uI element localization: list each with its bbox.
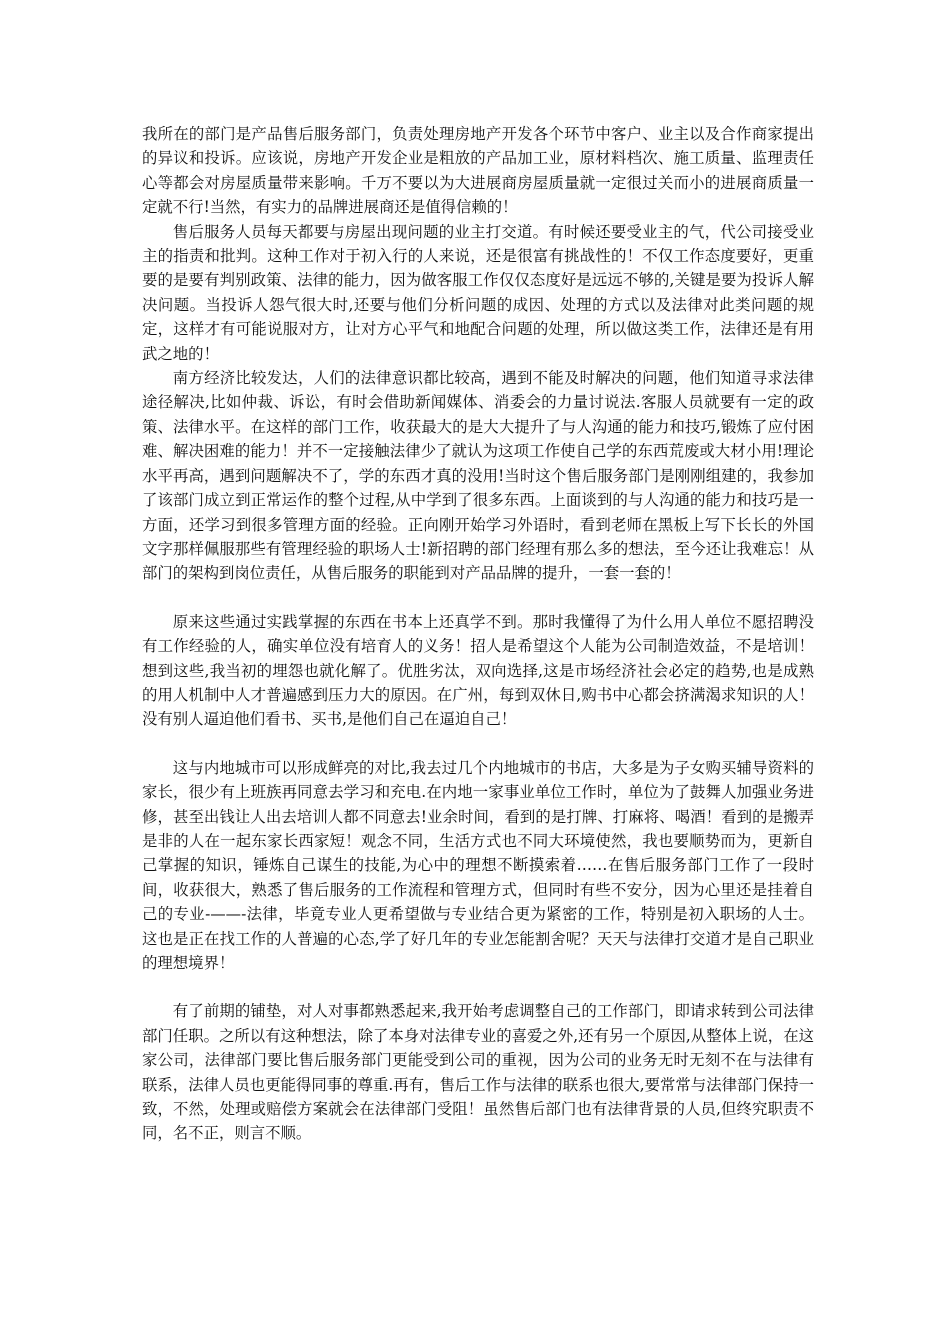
paragraph-4: 原来这些通过实践掌握的东西在书本上还真学不到。那时我懂得了为什么用人单位不愿招聘没有工作经验的人，确实单位没有培育人的义务！招人是希望这个人能为公司制造效益，不是培训！想到这些,我当初的埋怨也就化解了。优胜劣汰，双向选择,这是市场经济社会必定的趋势,也是成熟的用人机制中人才普遍感到压力大的原因。在广州，每到双休日,购书中心都会挤满渴求知识的人！没有别人逼迫他们看书、买书,是他们自己在逼迫自己！ bbox=[142, 612, 814, 729]
paragraph-2: 售后服务人员每天都要与房屋出现问题的业主打交道。有时候还要受业主的气，代公司接受业主的指责和批判。这种工作对于初入行的人来说，还是很富有挑战性的！不仅工作态度要好，更重要的是要有判别政策、法律的能力，因为做客服工作仅仅态度好是远远不够的,关键是要为投诉人解决问题。当投诉人怨气很大时,还要与他们分析问题的成因、处理的方式以及法律对此类问题的规定，这样才有可能说服对方，让对方心平气和地配合问题的处理，所以做这类工作，法律还是有用武之地的！ bbox=[142, 222, 814, 363]
paragraph-6: 有了前期的铺垫，对人对事都熟悉起来,我开始考虑调整自己的工作部门，即请求转到公司法律部门任职。之所以有这种想法，除了本身对法律专业的喜爱之外,还有另一个原因,从整体上说，在这家公司，法律部门要比售后服务部门更能受到公司的重视，因为公司的业务无时无刻不在与法律有联系，法律人员也更能得同事的尊重.再有，售后工作与法律的联系也很大,要常常与法律部门保持一致，不然，处理或赔偿方案就会在法律部门受阻！虽然售后部门也有法律背景的人员,但终究职责不同，名不正，则言不顺。 bbox=[142, 1002, 814, 1143]
paragraph-3: 南方经济比较发达，人们的法律意识都比较高，遇到不能及时解决的问题，他们知道寻求法律途径解决,比如仲裁、诉讼，有时会借助新闻媒体、消委会的力量讨说法.客服人员就要有一定的政策、法律水平。在这样的部门工作，收获最大的是大大提升了与人沟通的能力和技巧,锻炼了应付困难、解决困难的能力！并不一定接触法律少了就认为这项工作使自己学的东西荒废或大材小用!理论水平再高，遇到问题解决不了，学的东西才真的没用!当时这个售后服务部门是刚刚组建的，我参加了该部门成立到正常运作的整个过程,从中学到了很多东西。上面谈到的与人沟通的能力和技巧是一方面，还学习到很多管理方面的经验。正向刚开始学习外语时，看到老师在黑板上写下长长的外国文字那样佩服那些有管理经验的职场人士!新招聘的部门经理有那么多的想法，至今还让我难忘！从部门的架构到岗位责任，从售后服务的职能到对产品品牌的提升，一套一套的！ bbox=[142, 369, 814, 583]
document-body bbox=[142, 122, 814, 1146]
paragraph-5: 这与内地城市可以形成鲜亮的对比,我去过几个内地城市的书店，大多是为子女购买辅导资料的家长，很少有上班族再同意去学习和充电.在内地一家事业单位工作时，单位为了鼓舞人加强业务进修，甚至出钱让人出去培训人都不同意去!业余时间，看到的是打牌、打麻将、喝酒！看到的是搬弄是非的人在一起东家长西家短！观念不同，生活方式也不同大环境使然，我也要顺势而为，更新自己掌握的知识，锤炼自己谋生的技能,为心中的理想不断摸索着……在售后服务部门工作了一段时间，收获很大，熟悉了售后服务的工作流程和管理方式，但同时有些不安分，因为心里还是挂着自己的专业-——-法律，毕竟专业人更希望做与专业结合更为紧密的工作，特别是初入职场的人士。这也是正在找工作的人普遍的心态,学了好几年的专业怎能割舍呢？天天与法律打交道才是自己职业的理想境界！ bbox=[142, 758, 814, 972]
paragraph-1: 我所在的部门是产品售后服务部门，负责处理房地产开发各个环节中客户、业主以及合作商家提出的异议和投诉。应该说，房地产开发企业是粗放的产品加工业，原材料档次、施工质量、监理责任心等都会对房屋质量带来影响。千万不要以为大进展商房屋质量就一定很过关而小的进展商质量一定就不行!当然，有实力的品牌进展商还是值得信赖的！ bbox=[142, 125, 814, 217]
